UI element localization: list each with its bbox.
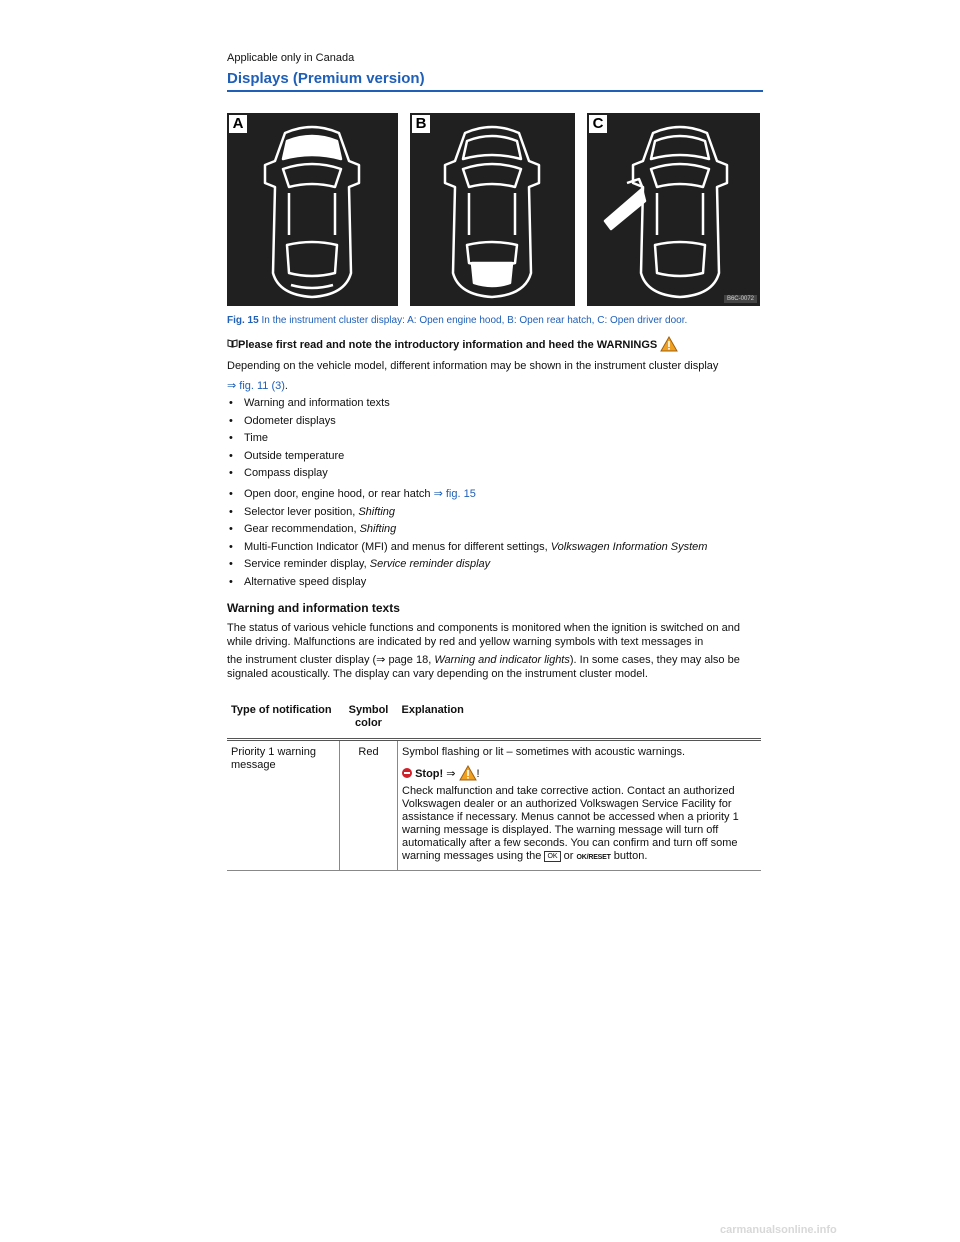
ok-reset-button-icon: OK/RESET (576, 854, 611, 861)
list-item-text: Alternative speed display (244, 575, 367, 588)
section-paragraph-2-text: the instrument cluster display (⇒ page 18, (227, 654, 435, 666)
car-diagram-hood-open (227, 113, 398, 306)
list-item (227, 574, 707, 592)
panel-letter: C (589, 115, 607, 133)
stop-line (402, 765, 757, 785)
fig-11-link[interactable]: ⇒ fig. 11 (3) (227, 380, 285, 392)
caption-label: Fig. 15 (227, 315, 259, 326)
cell-explanation (398, 740, 762, 871)
list-item: • Outside temperature (227, 448, 390, 466)
ok-button-icon: OK (544, 851, 560, 862)
warning-triangle-icon (660, 336, 678, 355)
list-item: • Time (227, 430, 390, 448)
intro-paragraph-end: . (284, 380, 288, 392)
list-item-text: Selector lever position, (244, 505, 359, 518)
caption-text: In the instrument cluster display: A: Open engine hood, B: Open rear hatch, C: Open driver door. (261, 315, 688, 326)
list-item-text: Multi-Function Indicator (MFI) and menus for different settings, (244, 540, 551, 553)
figure-caption (227, 315, 687, 326)
column-header-type: Type of notification (227, 700, 340, 740)
table-header-row (227, 700, 761, 740)
section-paragraph-1: The status of various vehicle functions and components is monitored when the ignition is switched on and while driving. Malfunctions are indicated by red and yellow warning symbols with text messages in (227, 622, 741, 648)
explanation-body-text: Check malfunction and take corrective action. Contact an authorized Volkswagen dealer or an authorized Volkswagen Service Facility for assistance if necessary. Menus cannot be accessed when a priority 1 warning message is displayed. The warning message will turn off automatically after a few seconds. You can confirm and turn off some warning messages using the (402, 785, 739, 862)
list-item-text: Gear recommendation, (244, 523, 360, 535)
list-item-ref: Shifting (358, 505, 396, 518)
section-paragraph-2-end: ). In some cases, they may also be signaled acoustically. The display can vary depending on the instrument cluster model. (227, 654, 740, 680)
stop-icon (402, 768, 412, 778)
explanation-or: or (563, 850, 574, 862)
list-item-text: Open door, engine hood, or rear hatch (244, 488, 434, 500)
table-row (227, 740, 761, 871)
intro-text: Please first read and note the introductory information and heed the WARNINGS (238, 339, 658, 351)
panel-b (410, 113, 575, 306)
list-item (227, 556, 707, 574)
list-item-ref: Shifting (359, 523, 397, 535)
intro-paragraph (227, 359, 763, 393)
cell-type: Priority 1 warning message (227, 740, 340, 871)
figure-15 (227, 113, 760, 306)
column-header-explanation: Explanation (398, 700, 762, 740)
section-heading: Warning and information texts (227, 601, 400, 615)
page-title: Displays (Premium version) (227, 70, 763, 92)
list-item-ref: Service reminder display (369, 558, 491, 570)
fig-15-link[interactable]: ⇒ fig. 15 (433, 488, 476, 500)
panel-letter: B (412, 115, 430, 133)
section-paragraph-2 (227, 653, 763, 681)
list-item (227, 504, 707, 522)
list-item (227, 521, 707, 539)
panel-c (587, 113, 760, 306)
panel-letter: A (229, 115, 247, 133)
list-item: • Warning and information texts (227, 395, 390, 413)
notification-table (227, 700, 761, 871)
explanation-body (402, 785, 757, 864)
intro-warning-note (227, 336, 678, 355)
intro-paragraph-text: Depending on the vehicle model, different information may be shown in the instrument cluster display (227, 360, 719, 372)
list-item (227, 486, 707, 504)
warning-lights-ref: Warning and indicator lights (434, 654, 570, 666)
display-list-1 (227, 395, 390, 483)
panel-a (227, 113, 398, 306)
explanation-end: button. (613, 850, 648, 862)
display-list-2 (227, 486, 707, 591)
column-header-color: Symbol color (340, 700, 398, 740)
stop-end: ! (476, 768, 480, 780)
car-diagram-hatch-open (410, 113, 575, 306)
cell-color: Red (340, 740, 398, 871)
explanation-line-1: Symbol flashing or lit – sometimes with acoustic warnings. (402, 746, 686, 758)
book-icon (227, 339, 238, 351)
car-diagram-door-open (587, 113, 760, 306)
stop-arrow: ⇒ (446, 768, 456, 780)
list-item-ref: Volkswagen Information System (550, 540, 708, 553)
stop-label: Stop! (415, 768, 444, 780)
watermark: carmanualsonline.info (720, 1224, 837, 1236)
list-item-text: Service reminder display, (244, 558, 370, 570)
list-item (227, 539, 707, 557)
figure-code: B6C-0072 (724, 295, 757, 303)
list-item: • Odometer displays (227, 413, 390, 431)
list-item: • Compass display (227, 465, 390, 483)
applicability-note: Applicable only in Canada (227, 52, 355, 64)
warning-triangle-icon (459, 765, 477, 785)
